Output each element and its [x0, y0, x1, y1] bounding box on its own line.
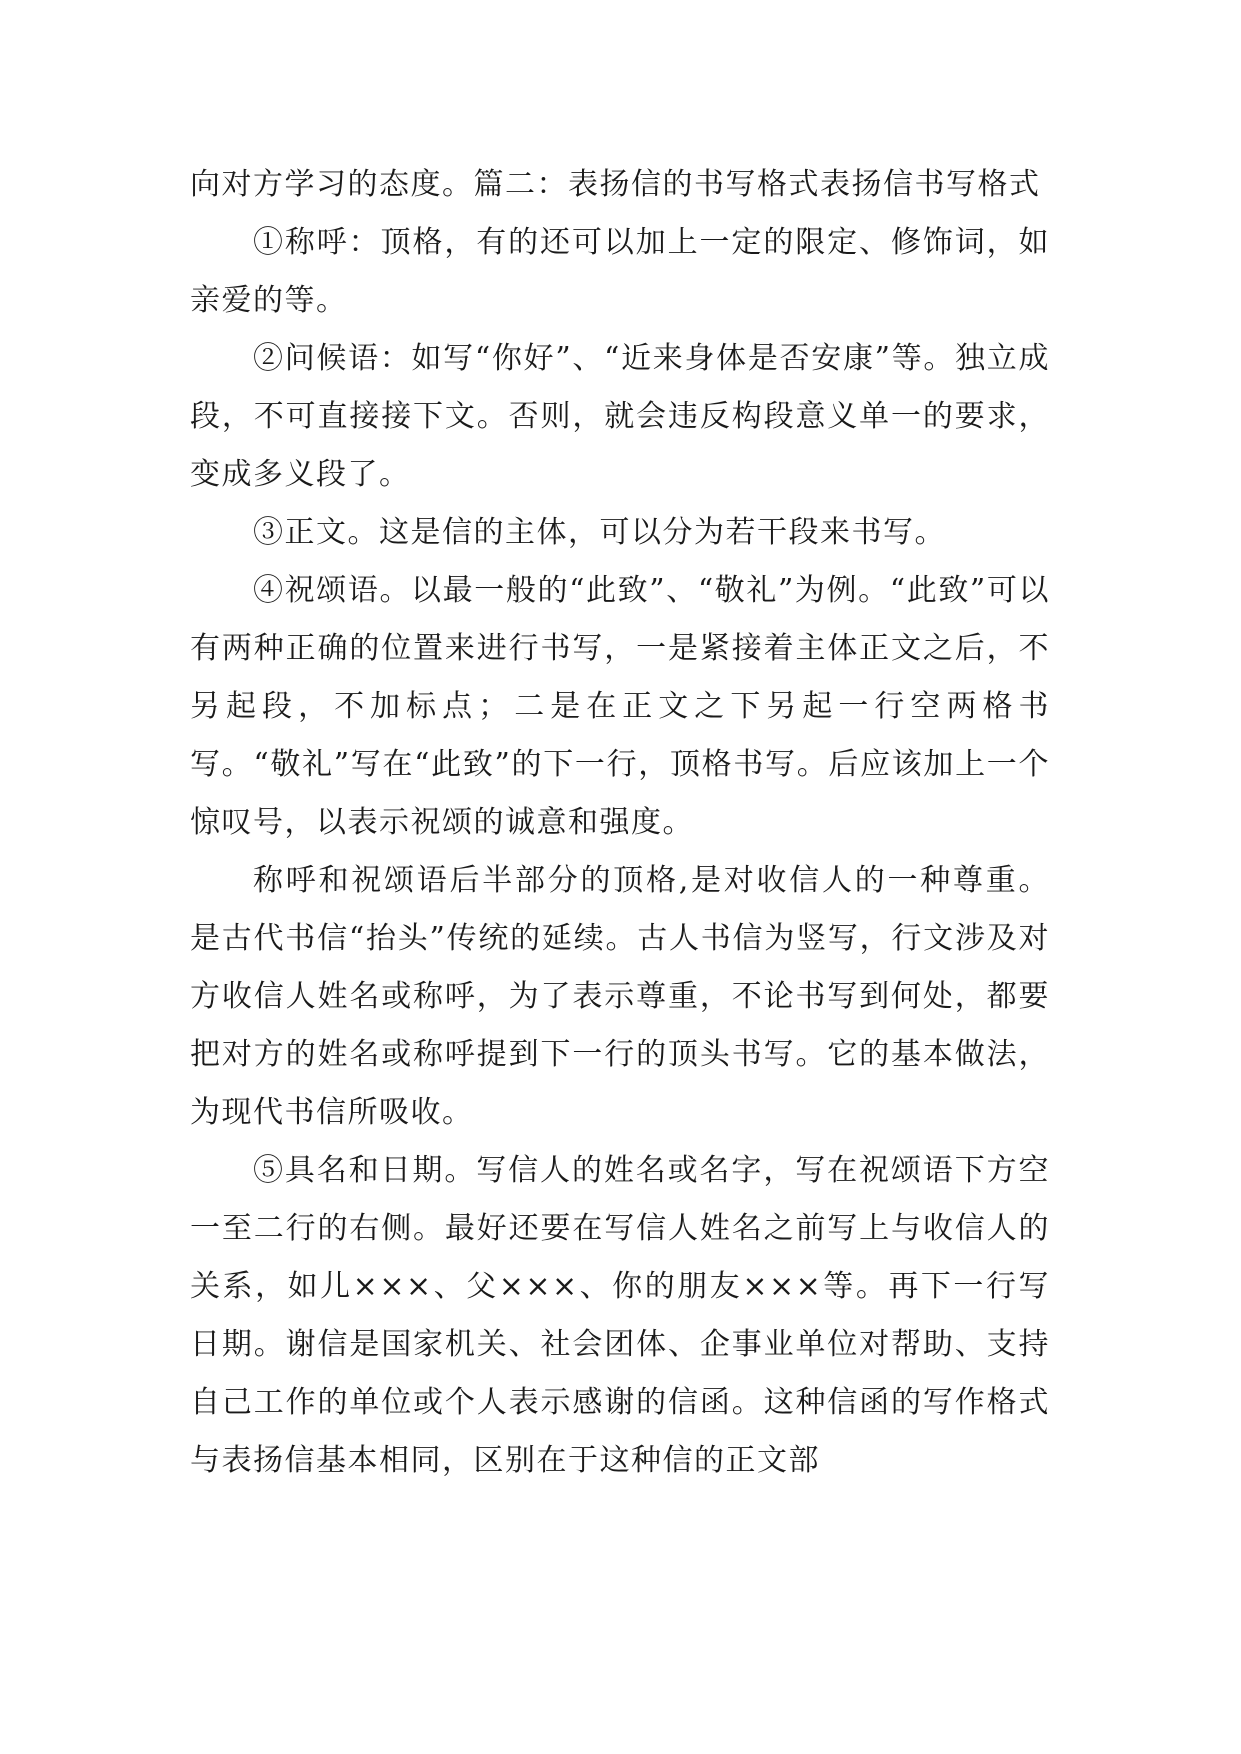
paragraph-greeting: ②问候语：如写“你好”、“近来身体是否安康”等。独立成段，不可直接接下文。否则，就会违反构段意义单一的要求，变成多义段了。 [190, 341, 1050, 492]
paragraph-closing: ④祝颂语。以最一般的“此致”、“敬礼”为例。“此致”可以有两种正确的位置来进行书写，一是紧接着主体正文之后，不另起段，不加标点；二是在正文之下另起一行空两格书写。“敬礼”写在“此致”的下一行，顶格书写。后应该加上一个惊叹号，以表示祝颂的诚意和强度。 [190, 573, 1050, 840]
document-body [190, 156, 1050, 1490]
paragraph-signature-date: ⑤具名和日期。写信人的姓名或名字，写在祝颂语下方空一至二行的右侧。最好还要在写信人姓名之前写上与收信人的关系，如儿×××、父×××、你的朋友×××等。再下一行写日期。谢信是国家机关、社会团体、企事业单位对帮助、支持自己工作的单位或个人表示感谢的信函。这种信函的写作格式与表扬信基本相同，区别在于这种信的正文部 [190, 1153, 1050, 1478]
paragraph-tradition: 称呼和祝颂语后半部分的顶格,是对收信人的一种尊重。是古代书信“抬头”传统的延续。古人书信为竖写，行文涉及对方收信人姓名或称呼，为了表示尊重，不论书写到何处，都要把对方的姓名或称呼提到下一行的顶头书写。它的基本做法，为现代书信所吸收。 [190, 863, 1050, 1130]
paragraph-main-text: ③正文。这是信的主体，可以分为若干段来书写。 [253, 515, 946, 550]
paragraph-salutation: ①称呼：顶格，有的还可以加上一定的限定、修饰词，如亲爱的等。 [190, 225, 1050, 318]
paragraph-intro: 向对方学习的态度。篇二：表扬信的书写格式表扬信书写格式 [190, 167, 1041, 202]
